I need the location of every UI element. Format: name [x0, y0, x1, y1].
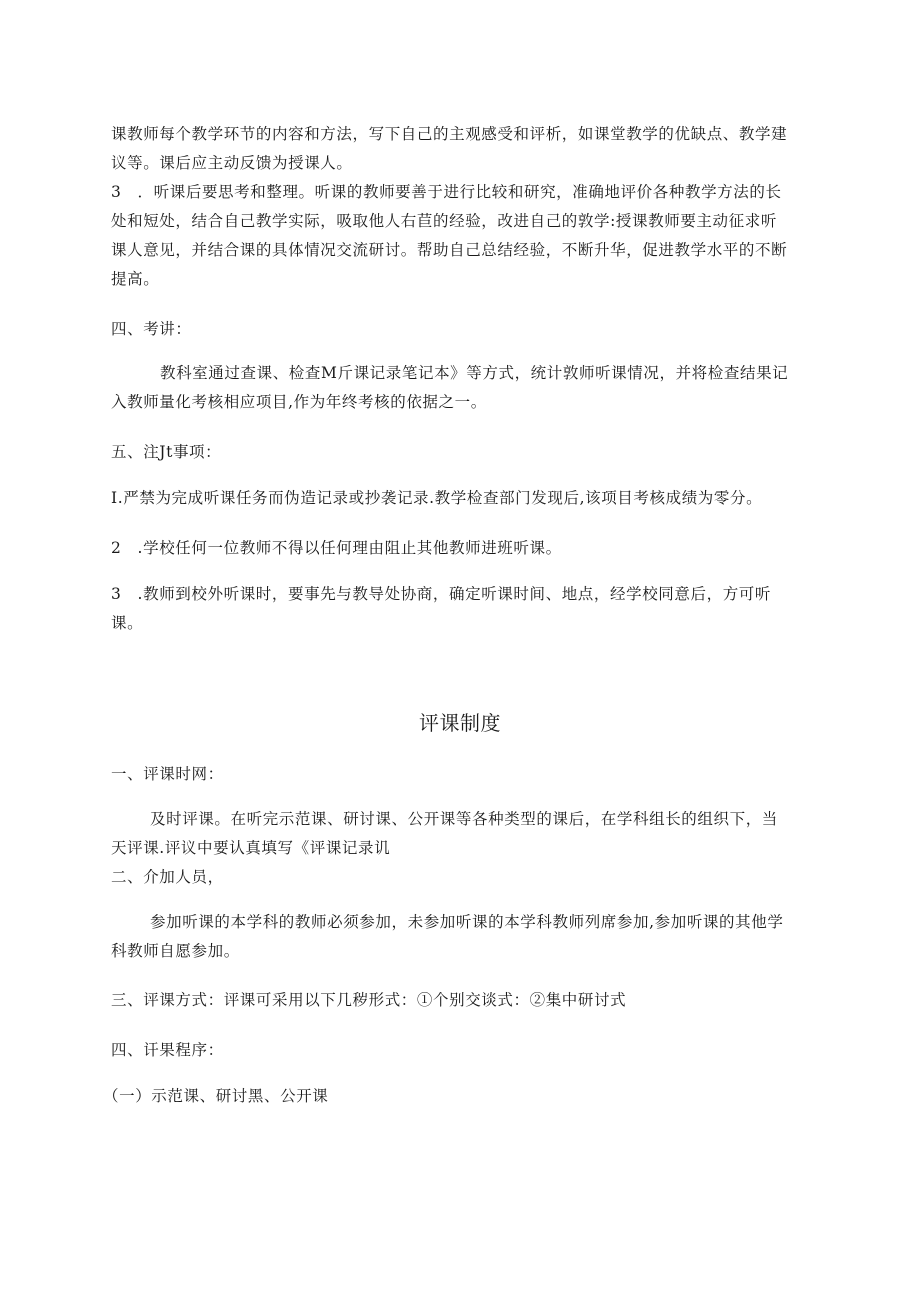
paragraph-line: 课。	[111, 614, 144, 632]
paragraph-line: 教科室通过查课、检查M斤课记录笔记本》等方式，统计敦师听课情况，并将检查结果记	[160, 364, 789, 382]
section-heading-1: 一、评课时网：	[111, 765, 224, 783]
list-item-3-line: 3 ．听课后要思考和整理。听课的教师要善于进行比较和研究，准确地评价各种教学方法的长	[111, 183, 782, 201]
paragraph-line: 课人意见，并结合课的具体情况交流研讨。帮助自己总结经验，不断升华，促进教学水平的不断	[111, 241, 788, 259]
paragraph-line: 参加听课的本学科的教师必须参加，未参加听课的本学科教师列席参加,参加听课的其他学	[150, 913, 784, 931]
list-item-2: 2 .学校任何一位教师不得以任何理由阻止其他教师进班听课。	[111, 539, 562, 557]
paragraph-line: 入教师量化考核相应项目,作为年终考核的依据之一。	[111, 393, 487, 411]
paragraph-line: 议等。课后应主动反馈为授课人。	[111, 154, 353, 172]
section-heading-2: 二、介加人员，	[111, 868, 224, 886]
subsection-heading: （一）示范课、研讨黑、公开课	[103, 1087, 329, 1105]
paragraph-line: 科教师自愿参加。	[111, 942, 240, 960]
section-heading-4: 四、考讲：	[111, 320, 192, 338]
paragraph-line: 天评课.评议中要认真填写《评课记录讥	[111, 839, 391, 857]
list-item-3-line: 3 .教师到校外听课时，要事先与教导处协商，确定听课时间、地点，经学校同意后，方可听	[111, 585, 771, 603]
section-heading-4: 四、讦果程序：	[111, 1041, 224, 1059]
paragraph-line: 及时评课。在听完示范课、研讨课、公开课等各种类型的课后，在学科组长的组织下，当	[150, 810, 778, 828]
paragraph-line: 处和短处，结合自己教学实际，吸取他人右苣的经验，改进自己的敦学:授课教师要主动征求听	[111, 212, 777, 230]
page-title: 评课制度	[419, 711, 501, 735]
paragraph-line: 提高。	[111, 270, 160, 288]
section-heading-3: 三、评课方式：评课可采用以下几秽形式：①个别交谈式：②集中研讨式	[111, 991, 627, 1009]
list-item-1: I.严禁为完成听课任务而伪造记录或抄袭记录.教学检查部门发现后,该项目考核成绩为零分。	[111, 489, 763, 507]
section-heading-5: 五、注Jt事项：	[111, 443, 222, 461]
paragraph-line: 课教师每个教学环节的内容和方法，写下自己的主观感受和评析，如课堂教学的优缺点、教学建	[111, 125, 788, 143]
